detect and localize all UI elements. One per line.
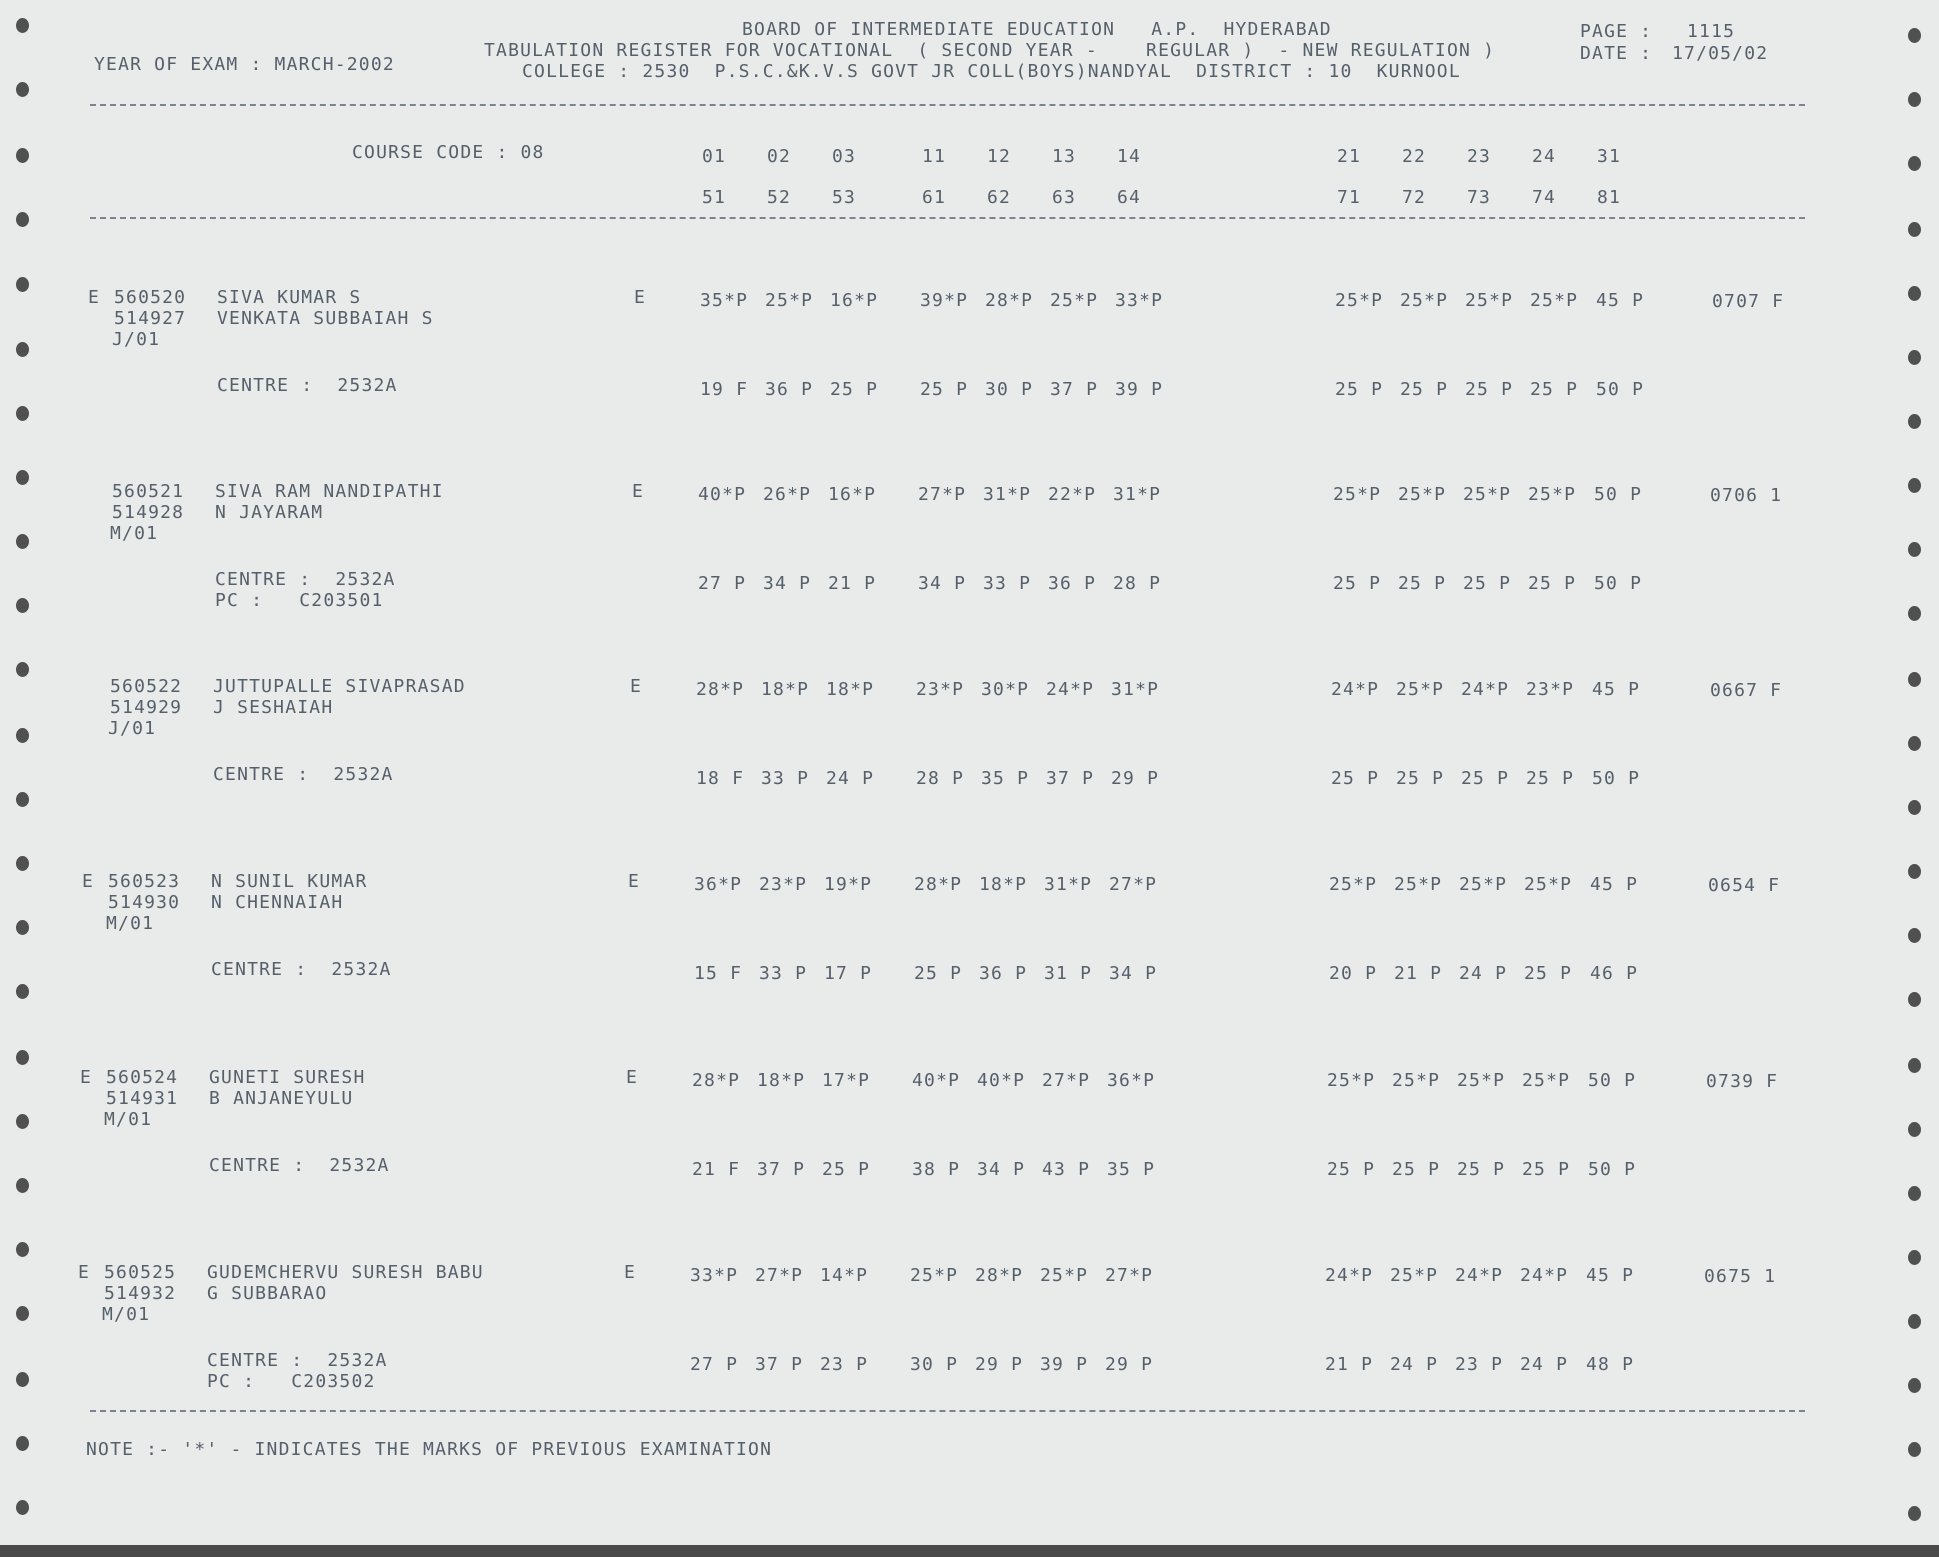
mark-cell: 24 P (1520, 1354, 1569, 1375)
registration-number: 514930 (108, 892, 181, 913)
college-line: COLLEGE : 2530 P.S.C.&K.V.S GOVT JR COLL(BOYS)NANDYAL DISTRICT : 10 KURNOOL (522, 61, 1461, 82)
mark-cell: 24*P (1455, 1265, 1504, 1286)
father-name: VENKATA SUBBAIAH S (217, 308, 434, 329)
mark-cell: 39 P (1040, 1354, 1089, 1375)
mark-cell: 25*P (1327, 1070, 1376, 1091)
mark-cell: 25 P (1465, 379, 1514, 400)
subject-code: 23 (1467, 146, 1492, 167)
sprocket-hole (16, 212, 29, 227)
sprocket-hole (1908, 350, 1921, 365)
hall-ticket-number: 560521 (112, 481, 185, 502)
sprocket-hole (16, 470, 29, 485)
mark-cell: 23 P (1455, 1354, 1504, 1375)
mark-cell: 45 P (1586, 1265, 1635, 1286)
subject-code: 63 (1052, 187, 1077, 208)
mark-cell: 29 P (1105, 1354, 1154, 1375)
sprocket-hole (16, 920, 29, 935)
mark-cell: 25*P (1394, 874, 1443, 895)
mark-cell: 33 P (759, 963, 808, 984)
pc-number: PC : C203501 (215, 590, 384, 611)
mark-cell: 26*P (763, 484, 812, 505)
sprocket-hole (16, 406, 29, 421)
mark-cell: 25*P (1463, 484, 1512, 505)
group-code: M/01 (106, 913, 155, 934)
mark-cell: 28*P (914, 874, 963, 895)
student-name: GUNETI SURESH (209, 1067, 366, 1088)
mark-cell: 37 P (1050, 379, 1099, 400)
mark-cell: 39*P (920, 290, 969, 311)
mark-cell: 45 P (1596, 290, 1645, 311)
sprocket-hole (16, 148, 29, 163)
sprocket-hole (16, 1372, 29, 1387)
medium-code: E (630, 676, 643, 697)
mark-cell: 34 P (918, 573, 967, 594)
mark-cell: 25*P (1050, 290, 1099, 311)
mark-cell: 40*P (698, 484, 747, 505)
subject-code: 24 (1532, 146, 1557, 167)
mark-cell: 25 P (1463, 573, 1512, 594)
mark-cell: 24*P (1461, 679, 1510, 700)
mark-cell: 25 P (1526, 768, 1575, 789)
student-name: SIVA KUMAR S (217, 287, 362, 308)
sprocket-hole (1908, 672, 1921, 687)
mark-cell: 20 P (1329, 963, 1378, 984)
sprocket-hole (1908, 1058, 1921, 1073)
mark-cell: 16*P (828, 484, 877, 505)
mark-cell: 25 P (1398, 573, 1447, 594)
mark-cell: 33*P (690, 1265, 739, 1286)
page-number: 1115 (1687, 21, 1736, 42)
sprocket-hole (1908, 1186, 1921, 1201)
divider-header (90, 217, 1805, 219)
hall-ticket-number: 560522 (110, 676, 183, 697)
record-prefix: E (78, 1262, 91, 1283)
mark-cell: 28 P (916, 768, 965, 789)
registration-number: 514927 (114, 308, 187, 329)
mark-cell: 18*P (757, 1070, 806, 1091)
mark-cell: 21 P (828, 573, 877, 594)
divider-bottom (90, 1410, 1805, 1412)
sprocket-hole (1908, 478, 1921, 493)
mark-cell: 31*P (1113, 484, 1162, 505)
student-name: JUTTUPALLE SIVAPRASAD (213, 676, 466, 697)
mark-cell: 36 P (1048, 573, 1097, 594)
sprocket-hole (16, 277, 29, 292)
mark-cell: 28*P (975, 1265, 1024, 1286)
mark-cell: 23*P (759, 874, 808, 895)
page-label: PAGE : (1580, 21, 1653, 42)
mark-cell: 27*P (755, 1265, 804, 1286)
divider-top (90, 104, 1805, 106)
mark-cell: 25*P (1335, 290, 1384, 311)
subject-code: 03 (832, 146, 857, 167)
sprocket-hole (16, 662, 29, 677)
mark-cell: 36 P (765, 379, 814, 400)
mark-cell: 18*P (826, 679, 875, 700)
mark-cell: 25 P (822, 1159, 871, 1180)
exam-centre: CENTRE : 2532A (215, 569, 396, 590)
student-name: SIVA RAM NANDIPATHI (215, 481, 444, 502)
mark-cell: 31*P (983, 484, 1032, 505)
mark-cell: 27 P (698, 573, 747, 594)
medium-code: E (628, 871, 641, 892)
student-name: N SUNIL KUMAR (211, 871, 368, 892)
mark-cell: 24 P (826, 768, 875, 789)
footnote: NOTE :- '*' - INDICATES THE MARKS OF PREVIOUS EXAMINATION (86, 1439, 773, 1460)
mark-cell: 45 P (1592, 679, 1641, 700)
hall-ticket-number: 560523 (108, 871, 181, 892)
mark-cell: 25 P (1522, 1159, 1571, 1180)
mark-cell: 25 P (1457, 1159, 1506, 1180)
sprocket-hole (16, 856, 29, 871)
mark-cell: 24 P (1459, 963, 1508, 984)
mark-cell: 18 F (696, 768, 745, 789)
mark-cell: 15 F (694, 963, 743, 984)
mark-cell: 25*P (1457, 1070, 1506, 1091)
mark-cell: 33 P (983, 573, 1032, 594)
mark-cell: 25 P (830, 379, 879, 400)
mark-cell: 39 P (1115, 379, 1164, 400)
mark-cell: 25*P (1530, 290, 1579, 311)
mark-cell: 37 P (755, 1354, 804, 1375)
medium-code: E (634, 287, 647, 308)
hall-ticket-number: 560525 (104, 1262, 177, 1283)
subject-code: 11 (922, 146, 947, 167)
mark-cell: 27*P (918, 484, 967, 505)
board-title: BOARD OF INTERMEDIATE EDUCATION A.P. HYDERABAD (742, 19, 1332, 40)
subject-code: 61 (922, 187, 947, 208)
mark-cell: 25 P (1331, 768, 1380, 789)
exam-centre: CENTRE : 2532A (209, 1155, 390, 1176)
mark-cell: 36 P (979, 963, 1028, 984)
mark-cell: 18*P (979, 874, 1028, 895)
mark-cell: 25 P (1392, 1159, 1441, 1180)
mark-cell: 17 P (824, 963, 873, 984)
subject-code: 62 (987, 187, 1012, 208)
mark-cell: 27 P (690, 1354, 739, 1375)
right-tractor-feed-strip (1879, 0, 1939, 1545)
mark-cell: 30*P (981, 679, 1030, 700)
mark-cell: 50 P (1588, 1070, 1637, 1091)
sprocket-hole (16, 1178, 29, 1193)
mark-cell: 25 P (1461, 768, 1510, 789)
mark-cell: 50 P (1594, 573, 1643, 594)
mark-cell: 25*P (1390, 1265, 1439, 1286)
exam-centre: CENTRE : 2532A (213, 764, 394, 785)
mark-cell: 25*P (1465, 290, 1514, 311)
mark-cell: 21 F (692, 1159, 741, 1180)
mark-cell: 25*P (1333, 484, 1382, 505)
group-code: M/01 (110, 523, 159, 544)
mark-cell: 50 P (1588, 1159, 1637, 1180)
group-code: J/01 (112, 329, 161, 350)
sprocket-hole (1908, 736, 1921, 751)
subject-code: 74 (1532, 187, 1557, 208)
hall-ticket-number: 560520 (114, 287, 187, 308)
medium-code: E (632, 481, 645, 502)
subject-code: 64 (1117, 187, 1142, 208)
sprocket-hole (16, 18, 29, 33)
mark-cell: 35 P (981, 768, 1030, 789)
subject-code: 31 (1597, 146, 1622, 167)
register-title: TABULATION REGISTER FOR VOCATIONAL ( SECOND YEAR - REGULAR ) - NEW REGULATION ) (484, 40, 1496, 61)
mark-cell: 22*P (1048, 484, 1097, 505)
sprocket-hole (1908, 156, 1921, 171)
father-name: G SUBBARAO (207, 1283, 328, 1304)
mark-cell: 25*P (1392, 1070, 1441, 1091)
group-code: M/01 (104, 1109, 153, 1130)
registration-number: 514932 (104, 1283, 177, 1304)
record-prefix: E (88, 287, 101, 308)
mark-cell: 45 P (1590, 874, 1639, 895)
registration-number: 514931 (106, 1088, 179, 1109)
group-code: M/01 (102, 1304, 151, 1325)
sprocket-hole (1908, 1314, 1921, 1329)
hall-ticket-number: 560524 (106, 1067, 179, 1088)
exam-centre: CENTRE : 2532A (211, 959, 392, 980)
mark-cell: 31*P (1111, 679, 1160, 700)
exam-centre: CENTRE : 2532A (217, 375, 398, 396)
mark-cell: 24 P (1390, 1354, 1439, 1375)
sprocket-hole (1908, 606, 1921, 621)
mark-cell: 25 P (1530, 379, 1579, 400)
father-name: B ANJANEYULU (209, 1088, 354, 1109)
mark-cell: 36*P (1107, 1070, 1156, 1091)
mark-cell: 27*P (1109, 874, 1158, 895)
sprocket-hole (1908, 864, 1921, 879)
mark-cell: 28 P (1113, 573, 1162, 594)
sprocket-hole (1908, 1442, 1921, 1457)
date-label: DATE : (1580, 43, 1653, 64)
total-and-result: 0739 F (1706, 1071, 1779, 1092)
subject-code: 73 (1467, 187, 1492, 208)
sprocket-hole (1908, 800, 1921, 815)
mark-cell: 25*P (1522, 1070, 1571, 1091)
mark-cell: 36*P (694, 874, 743, 895)
mark-cell: 38 P (912, 1159, 961, 1180)
mark-cell: 28*P (692, 1070, 741, 1091)
sprocket-hole (1908, 1122, 1921, 1137)
sprocket-hole (16, 342, 29, 357)
mark-cell: 34 P (977, 1159, 1026, 1180)
year-of-exam: YEAR OF EXAM : MARCH-2002 (94, 54, 395, 75)
subject-code: 52 (767, 187, 792, 208)
mark-cell: 25 P (920, 379, 969, 400)
sprocket-hole (16, 792, 29, 807)
mark-cell: 25 P (914, 963, 963, 984)
subject-code: 22 (1402, 146, 1427, 167)
mark-cell: 24*P (1046, 679, 1095, 700)
sprocket-hole (16, 534, 29, 549)
subject-code: 01 (702, 146, 727, 167)
mark-cell: 19 F (700, 379, 749, 400)
record-prefix: E (82, 871, 95, 892)
exam-centre: CENTRE : 2532A (207, 1350, 388, 1371)
mark-cell: 25 P (1400, 379, 1449, 400)
mark-cell: 33*P (1115, 290, 1164, 311)
father-name: N JAYARAM (215, 502, 324, 523)
total-and-result: 0667 F (1710, 680, 1783, 701)
mark-cell: 25 P (1327, 1159, 1376, 1180)
father-name: N CHENNAIAH (211, 892, 344, 913)
total-and-result: 0654 F (1708, 875, 1781, 896)
mark-cell: 28*P (985, 290, 1034, 311)
mark-cell: 37 P (757, 1159, 806, 1180)
pc-number: PC : C203502 (207, 1371, 376, 1392)
mark-cell: 25 P (1335, 379, 1384, 400)
mark-cell: 43 P (1042, 1159, 1091, 1180)
mark-cell: 35 P (1107, 1159, 1156, 1180)
medium-code: E (624, 1262, 637, 1283)
sprocket-hole (1908, 928, 1921, 943)
mark-cell: 25*P (1459, 874, 1508, 895)
mark-cell: 24*P (1520, 1265, 1569, 1286)
mark-cell: 25 P (1524, 963, 1573, 984)
mark-cell: 25*P (1398, 484, 1447, 505)
sprocket-hole (16, 1050, 29, 1065)
subject-code: 81 (1597, 187, 1622, 208)
subject-code: 12 (987, 146, 1012, 167)
mark-cell: 23*P (1526, 679, 1575, 700)
mark-cell: 27*P (1105, 1265, 1154, 1286)
mark-cell: 25*P (910, 1265, 959, 1286)
mark-cell: 24*P (1325, 1265, 1374, 1286)
print-date: 17/05/02 (1672, 43, 1769, 64)
mark-cell: 34 P (763, 573, 812, 594)
sprocket-hole (16, 1242, 29, 1257)
subject-code: 02 (767, 146, 792, 167)
mark-cell: 31 P (1044, 963, 1093, 984)
mark-cell: 34 P (1109, 963, 1158, 984)
registration-number: 514928 (112, 502, 185, 523)
subject-code: 72 (1402, 187, 1427, 208)
mark-cell: 35*P (700, 290, 749, 311)
sprocket-hole (16, 1500, 29, 1515)
sprocket-hole (1908, 414, 1921, 429)
sprocket-hole (1908, 1250, 1921, 1265)
sprocket-hole (1908, 28, 1921, 43)
mark-cell: 25*P (1396, 679, 1445, 700)
sprocket-hole (1908, 1378, 1921, 1393)
sprocket-hole (16, 1114, 29, 1129)
mark-cell: 25*P (1040, 1265, 1089, 1286)
mark-cell: 25 P (1528, 573, 1577, 594)
mark-cell: 29 P (975, 1354, 1024, 1375)
mark-cell: 23 P (820, 1354, 869, 1375)
total-and-result: 0675 1 (1704, 1266, 1777, 1287)
subject-code: 53 (832, 187, 857, 208)
mark-cell: 30 P (985, 379, 1034, 400)
mark-cell: 27*P (1042, 1070, 1091, 1091)
mark-cell: 37 P (1046, 768, 1095, 789)
left-tractor-feed-strip (0, 0, 60, 1545)
mark-cell: 46 P (1590, 963, 1639, 984)
sprocket-hole (1908, 1506, 1921, 1521)
student-name: GUDEMCHERVU SURESH BABU (207, 1262, 484, 1283)
sprocket-hole (16, 984, 29, 999)
mark-cell: 40*P (977, 1070, 1026, 1091)
mark-cell: 17*P (822, 1070, 871, 1091)
mark-cell: 50 P (1594, 484, 1643, 505)
subject-code: 71 (1337, 187, 1362, 208)
mark-cell: 30 P (910, 1354, 959, 1375)
mark-cell: 50 P (1596, 379, 1645, 400)
mark-cell: 33 P (761, 768, 810, 789)
sprocket-hole (16, 728, 29, 743)
sprocket-hole (1908, 286, 1921, 301)
mark-cell: 21 P (1394, 963, 1443, 984)
mark-cell: 16*P (830, 290, 879, 311)
mark-cell: 25 P (1396, 768, 1445, 789)
mark-cell: 48 P (1586, 1354, 1635, 1375)
mark-cell: 14*P (820, 1265, 869, 1286)
sprocket-hole (16, 1436, 29, 1451)
mark-cell: 25*P (1329, 874, 1378, 895)
sprocket-hole (1908, 92, 1921, 107)
registration-number: 514929 (110, 697, 183, 718)
mark-cell: 40*P (912, 1070, 961, 1091)
sprocket-hole (16, 598, 29, 613)
mark-cell: 25*P (1400, 290, 1449, 311)
father-name: J SESHAIAH (213, 697, 334, 718)
sprocket-hole (16, 1306, 29, 1321)
mark-cell: 21 P (1325, 1354, 1374, 1375)
sprocket-hole (1908, 542, 1921, 557)
mark-cell: 50 P (1592, 768, 1641, 789)
mark-cell: 25*P (765, 290, 814, 311)
sprocket-hole (16, 82, 29, 97)
subject-code: 51 (702, 187, 727, 208)
subject-code: 21 (1337, 146, 1362, 167)
sprocket-hole (1908, 222, 1921, 237)
mark-cell: 19*P (824, 874, 873, 895)
total-and-result: 0706 1 (1710, 485, 1783, 506)
mark-cell: 25*P (1528, 484, 1577, 505)
total-and-result: 0707 F (1712, 291, 1785, 312)
subject-code: 14 (1117, 146, 1142, 167)
mark-cell: 25*P (1524, 874, 1573, 895)
mark-cell: 18*P (761, 679, 810, 700)
mark-cell: 31*P (1044, 874, 1093, 895)
sprocket-hole (1908, 992, 1921, 1007)
mark-cell: 23*P (916, 679, 965, 700)
mark-cell: 29 P (1111, 768, 1160, 789)
record-prefix: E (80, 1067, 93, 1088)
group-code: J/01 (108, 718, 157, 739)
mark-cell: 25 P (1333, 573, 1382, 594)
medium-code: E (626, 1067, 639, 1088)
subject-code: 13 (1052, 146, 1077, 167)
mark-cell: 28*P (696, 679, 745, 700)
course-code-label: COURSE CODE : 08 (352, 142, 545, 163)
mark-cell: 24*P (1331, 679, 1380, 700)
